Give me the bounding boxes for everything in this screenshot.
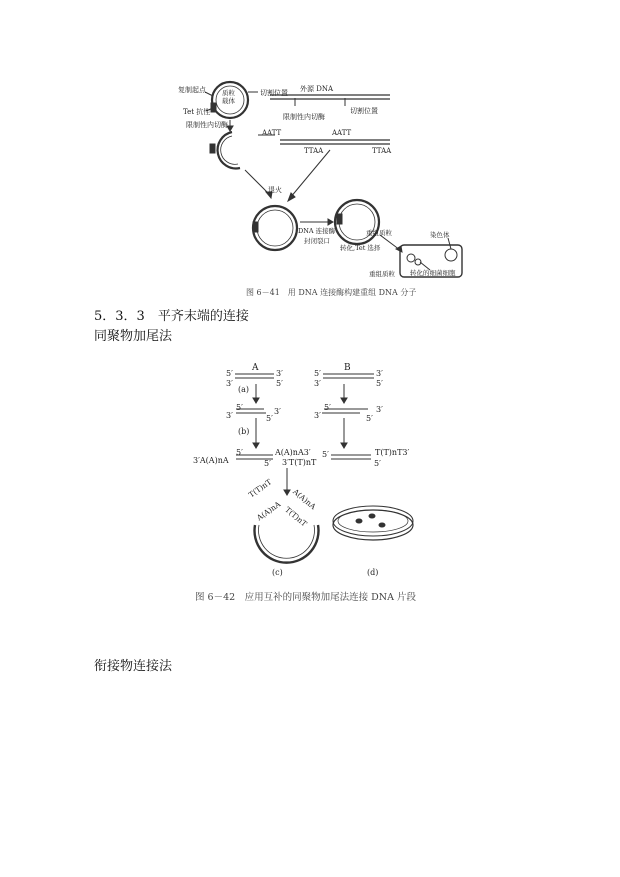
label-panel-c: (c) — [272, 568, 283, 577]
figure-6-42 — [0, 355, 620, 605]
section-heading: 5．3．3 平齐末端的连接 — [94, 309, 249, 324]
label-ori: 复制起点 — [178, 86, 206, 94]
label-bb-5prime: 5′ — [324, 403, 331, 412]
figure-6-41 — [0, 0, 620, 300]
label-b-5prime: 5′ — [314, 369, 321, 378]
label-a-3prime: 3′ — [276, 369, 283, 378]
figure-6-41-caption: 图 6－41 用 DNA 连接酶构建重组 DNA 分子 — [246, 288, 417, 297]
figure-6-42-caption: 图 6－42 应用互补的同聚物加尾法连接 DNA 片段 — [195, 592, 416, 603]
label-aatt-2: AATT — [332, 129, 352, 137]
label-bb-3prime-r: 3′ — [376, 405, 383, 414]
label-t-tail-right: T(T)nT3′ — [375, 448, 410, 457]
label-recombinant-plasmid-2: 重组质粒 — [369, 270, 395, 278]
label-ba-5prime-r: 5′ — [266, 414, 273, 423]
label-recombinant-plasmid: 重组质粒 — [366, 229, 392, 237]
label-a-5prime-b: 5′ — [276, 379, 283, 388]
label-panel-a: (a) — [238, 385, 250, 394]
label-b-name: B — [344, 363, 351, 373]
label-foreign-dna: 外源 DNA — [300, 85, 334, 93]
tet-marker — [211, 103, 216, 112]
label-bb-3prime: 3′ — [314, 411, 321, 420]
label-ttaa-1: TTAA — [304, 147, 324, 155]
subheading-homopolymer: 同聚物加尾法 — [94, 329, 173, 344]
label-t-tail-bottom: 3′T(T)nT — [282, 458, 317, 467]
label-ba-5prime: 5′ — [236, 403, 243, 412]
label-panel-d: (d) — [367, 568, 379, 577]
label-plasmid-vector: 质粒载体 — [222, 89, 235, 105]
label-cut-site-2: 切割位置 — [350, 107, 378, 115]
label-ttaa-2: TTAA — [372, 147, 392, 155]
label-ring-a2: A(A)nA — [291, 487, 318, 512]
label-ta-5prime-r: 5′ — [264, 459, 271, 468]
label-tb-5prime: 5′ — [322, 450, 329, 459]
label-ba-3prime: 3′ — [226, 411, 233, 420]
label-ligase: DNA 连接酶 — [298, 227, 336, 235]
label-a-tail-top: A(A)nA3′ — [275, 448, 311, 457]
label-b-3prime-b: 3′ — [314, 379, 321, 388]
label-ba-3prime-r: 3′ — [274, 407, 281, 416]
label-transform-select: 转化,Tet 选择 — [340, 244, 381, 252]
label-ring-a1: A(A)nA — [255, 499, 283, 523]
label-b-5prime-b: 5′ — [376, 379, 383, 388]
label-seal-nick: 封闭裂口 — [304, 237, 330, 245]
label-a-3prime-b: 3′ — [226, 379, 233, 388]
label-b-3prime: 3′ — [376, 369, 383, 378]
label-ring-t1: T(T)nT — [247, 477, 274, 500]
label-restriction-1: 限制性内切酶 — [186, 121, 228, 129]
label-ring-t2: T(T)nT — [283, 505, 309, 529]
annealed-plasmid — [253, 206, 297, 250]
label-tet: Tet 抗性 — [183, 108, 211, 116]
label-bb-5prime-r: 5′ — [366, 414, 373, 423]
figure-6-42-drawing — [0, 355, 620, 605]
label-chromosome: 染色体 — [430, 231, 450, 239]
label-annealing: 退火 — [268, 186, 282, 194]
label-tb-5prime-r: 5′ — [374, 459, 381, 468]
label-transformed-cell: 转化的细菌细胞 — [410, 269, 456, 277]
circular-recombinant — [255, 525, 319, 563]
label-restriction-2: 限制性内切酶 — [283, 113, 325, 121]
label-a-tail-left: 3′A(A)nA — [193, 456, 229, 465]
label-aatt-1: AATT — [262, 129, 282, 137]
subheading-adapter: 衔接物连接法 — [94, 659, 173, 674]
label-a-5prime: 5′ — [226, 369, 233, 378]
label-ta-5prime: 5′ — [236, 448, 243, 457]
label-a-name: A — [252, 363, 259, 373]
label-cut-site-1: 切割位置 — [260, 89, 288, 97]
label-panel-b: (b) — [238, 427, 250, 436]
